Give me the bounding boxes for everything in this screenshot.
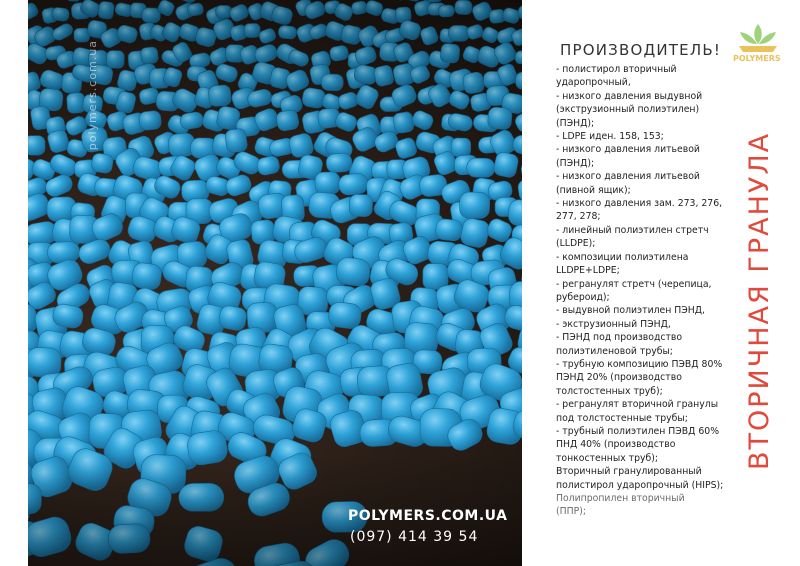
vertical-title: ВТОРИЧНАЯ ГРАНУЛА <box>744 131 775 470</box>
product-list-item: - ПЭНД под производство <box>556 332 683 344</box>
product-list-item: толстостенных труб); <box>556 385 663 397</box>
product-list-item: (экструзионный полиэтилен) <box>556 104 700 116</box>
product-list-item: ударопрочный, <box>556 77 631 89</box>
product-list-item: - LDPE иден. 158, 153; <box>556 131 664 143</box>
product-list-item: - линейный полиэтилен стретч <box>556 224 709 236</box>
product-list-item: ПНД 40% (производство <box>556 439 676 451</box>
vertical-site-text: polymers.com.ua <box>86 40 99 151</box>
site-url[interactable]: POLYMERS.COM.UA <box>348 508 508 524</box>
phone-number[interactable]: (097) 414 39 54 <box>350 529 479 545</box>
product-list-item: (ПЭНД); <box>556 117 595 129</box>
product-list <box>556 63 726 519</box>
product-list-item: - экструзионный ПЭНД, <box>556 318 671 330</box>
product-list-item: LLDPE+LDPE; <box>556 265 620 277</box>
product-list-item: - композиции полиэтилена <box>556 251 689 263</box>
product-list-item: рубероид); <box>556 291 610 303</box>
product-list-item: полистирол ударопрочный (HIPS); <box>556 479 724 491</box>
product-list-item: - низкого давления литьевой <box>556 144 700 156</box>
product-list-item: - регранулят вторичной гранулы <box>556 399 719 411</box>
blue-pellets-image <box>28 0 522 566</box>
product-list-item: (LLDPE); <box>556 238 596 250</box>
product-list-item: - трубный полиэтилен ПЭВД 60% <box>556 425 720 437</box>
product-list-item: полиэтиленовой трубы; <box>556 345 673 357</box>
product-list-item: Вторичный гранулированный <box>556 466 702 478</box>
panel-heading: ПРОИЗВОДИТЕЛЬ! <box>560 41 722 59</box>
product-list-item: ПЭНД 20% (производство <box>556 372 682 384</box>
product-list-item: (ПЭНД); <box>556 157 595 169</box>
product-list-item: - выдувной полиэтилен ПЭНД, <box>556 305 705 317</box>
product-list-item: - низкого давления зам. 273, 276, <box>556 198 723 210</box>
product-list-item: - трубную композицию ПЭВД 80% <box>556 358 723 370</box>
photo-vignette <box>28 0 522 566</box>
product-list-item: - низкого давления выдувной <box>556 90 703 102</box>
product-list-item: (ППР); <box>556 506 586 518</box>
product-list-item: - полистирол вторичный <box>556 64 677 75</box>
product-list-item: - регранулят стретч (черепица, <box>556 278 712 290</box>
product-list-item: Полипропилен вторичный <box>556 493 685 504</box>
logo-text: POLYMERS <box>733 54 781 63</box>
product-list-item: тонкостенных труб); <box>556 452 658 464</box>
product-list-item: 277, 278; <box>556 211 601 223</box>
pellets-photo <box>28 0 522 566</box>
product-list-item: под толстостенные трубы; <box>556 412 688 424</box>
product-list-item: (пивной ящик); <box>556 184 631 196</box>
product-list-item: - низкого давления литьевой <box>556 171 700 183</box>
